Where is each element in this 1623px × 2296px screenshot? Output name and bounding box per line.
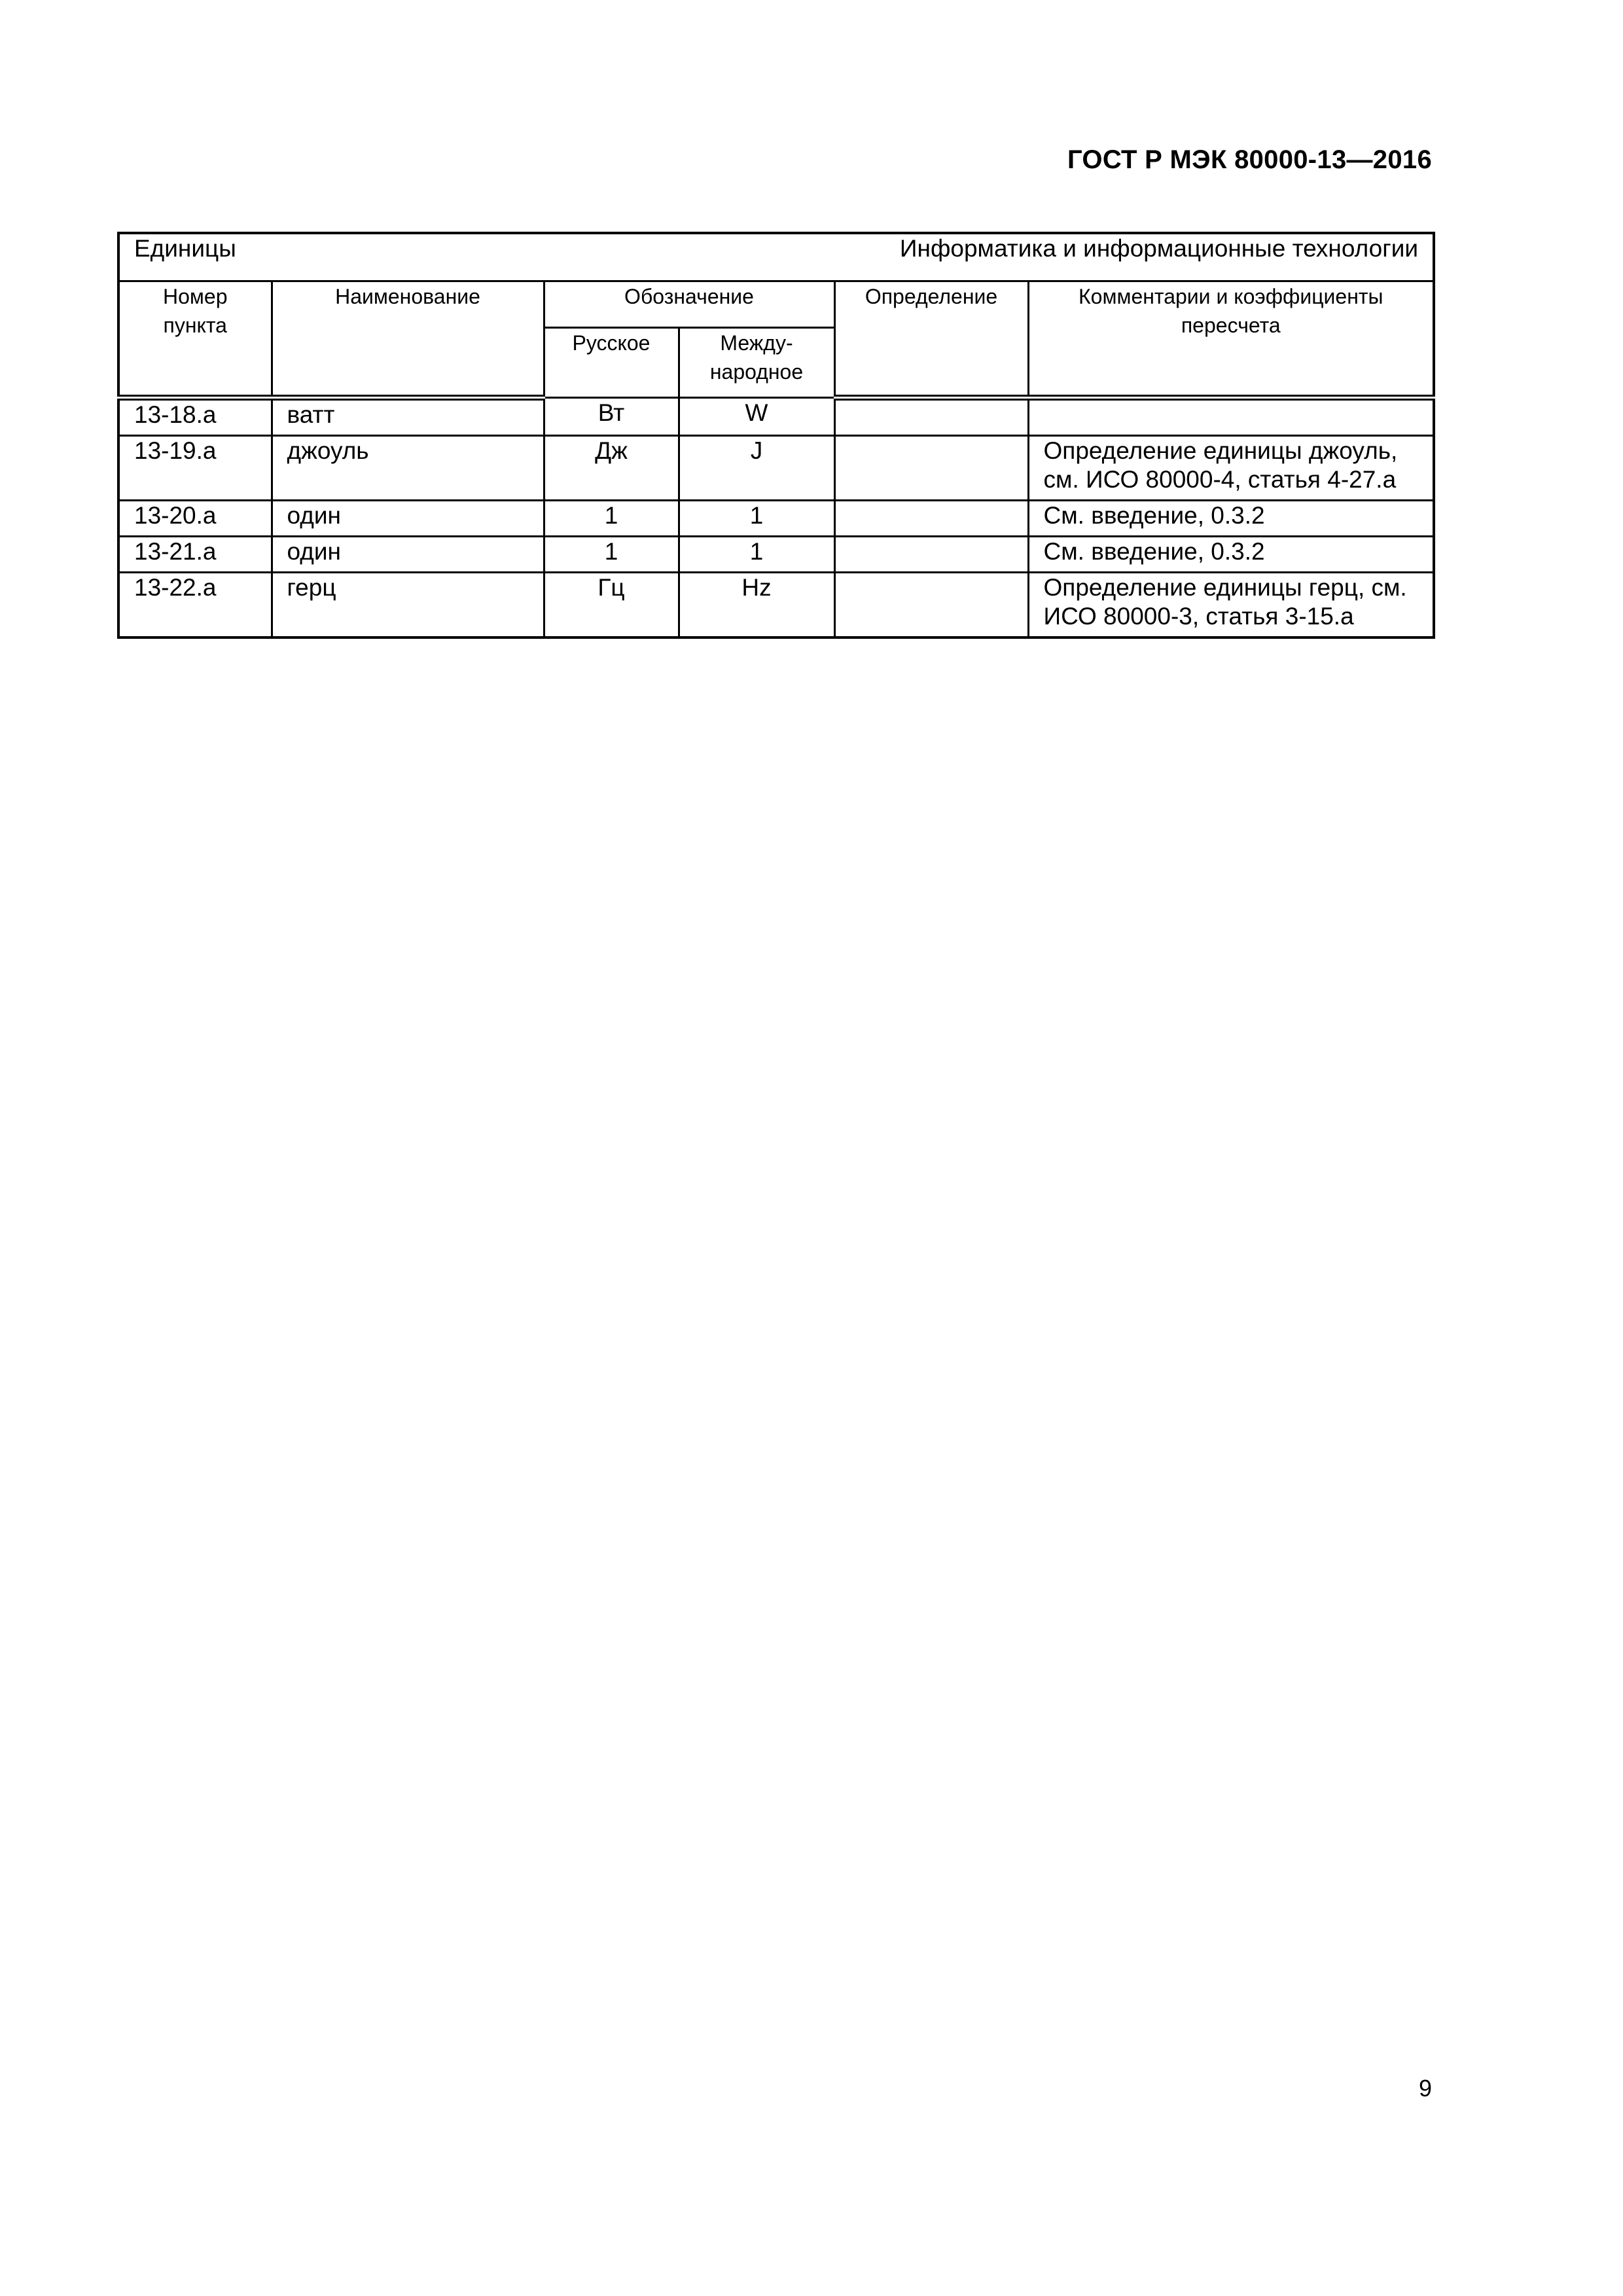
cell-name: один xyxy=(272,537,544,573)
table-title-row xyxy=(118,233,1434,281)
column-header-comments: Комментарии и коэффициенты пересчета xyxy=(1028,281,1434,398)
cell-definition xyxy=(834,501,1028,537)
column-header-number: Номер пункта xyxy=(118,281,272,398)
cell-comments: См. введение, 0.3.2 xyxy=(1028,537,1434,573)
table-row xyxy=(118,436,1434,501)
cell-number: 13-18.a xyxy=(118,398,272,436)
cell-russian: Вт xyxy=(544,398,679,436)
cell-number: 13-20.a xyxy=(118,501,272,537)
cell-definition xyxy=(834,436,1028,501)
table-title-left: Единицы xyxy=(134,235,236,262)
cell-comments: Определение единицы джоуль, см. ИСО 80000-4, статья 4-27.a xyxy=(1028,436,1434,501)
column-header-definition: Определение xyxy=(834,281,1028,398)
cell-international: W xyxy=(679,398,834,436)
cell-international: Hz xyxy=(679,573,834,638)
cell-international: J xyxy=(679,436,834,501)
cell-russian: 1 xyxy=(544,537,679,573)
table-row xyxy=(118,501,1434,537)
cell-russian: Дж xyxy=(544,436,679,501)
cell-comments: Определение единицы герц, см. ИСО 80000-3, статья 3-15.a xyxy=(1028,573,1434,638)
units-table xyxy=(117,232,1435,639)
cell-international: 1 xyxy=(679,537,834,573)
table-row xyxy=(118,537,1434,573)
cell-number: 13-21.a xyxy=(118,537,272,573)
cell-name: один xyxy=(272,501,544,537)
cell-name: герц xyxy=(272,573,544,638)
cell-russian: Гц xyxy=(544,573,679,638)
cell-international: 1 xyxy=(679,501,834,537)
document-standard-code: ГОСТ Р МЭК 80000-13—2016 xyxy=(1067,145,1432,174)
cell-comments: См. введение, 0.3.2 xyxy=(1028,501,1434,537)
table-row xyxy=(118,398,1434,436)
cell-number: 13-19.a xyxy=(118,436,272,501)
table-title-right: Информатика и информационные технологии xyxy=(899,235,1419,262)
cell-definition xyxy=(834,398,1028,436)
cell-definition xyxy=(834,573,1028,638)
cell-russian: 1 xyxy=(544,501,679,537)
cell-name: ватт xyxy=(272,398,544,436)
cell-definition xyxy=(834,537,1028,573)
column-header-russian: Русское xyxy=(544,328,679,398)
page-number: 9 xyxy=(1418,2075,1432,2102)
column-header-international: Между-народное xyxy=(679,328,834,398)
column-header-designation: Обозначение xyxy=(544,281,834,328)
table-title-cell xyxy=(118,233,1434,281)
table-row xyxy=(118,573,1434,638)
cell-name: джоуль xyxy=(272,436,544,501)
table-header-row-top xyxy=(118,281,1434,328)
cell-comments xyxy=(1028,398,1434,436)
cell-number: 13-22.a xyxy=(118,573,272,638)
column-header-name: Наименование xyxy=(272,281,544,398)
